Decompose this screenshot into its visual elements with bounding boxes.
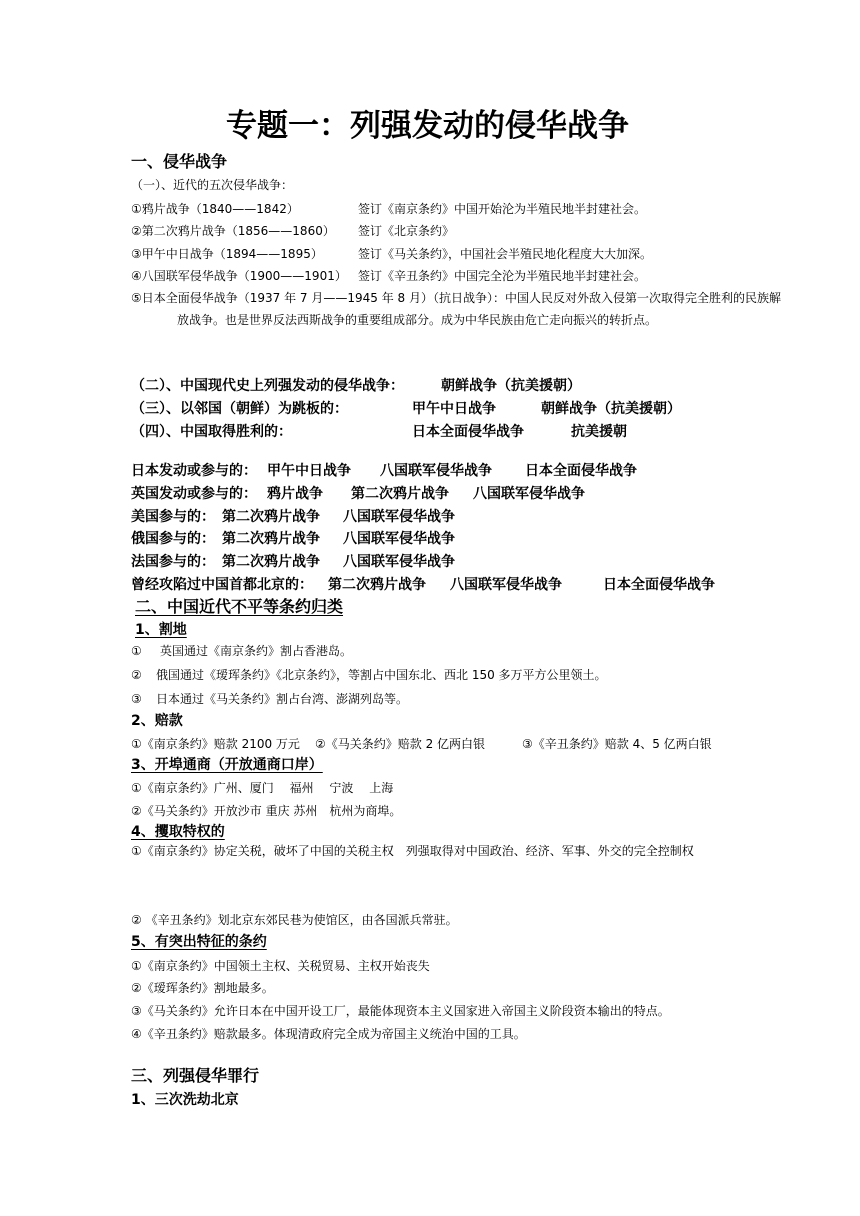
subsection-heading-land: 1、割地 — [135, 622, 187, 638]
participant-war: 八国联军侵华战争 — [343, 554, 455, 570]
subheading-five-wars: （一）、近代的五次侵华战争： — [131, 178, 294, 192]
subheading-victories: （四）、中国取得胜利的： — [131, 424, 292, 440]
participant-war: 鸦片战争 — [267, 486, 323, 502]
ports-item: ②《马关条约》开放沙市 重庆 苏州 杭州为商埠。 — [131, 804, 402, 818]
subsection-heading-indemnity: 2、赔款 — [131, 713, 183, 729]
participant-label: 法国参与的： — [131, 554, 215, 570]
war-treaty: 签订《辛丑条约》中国完全沦为半殖民地半封建社会。 — [358, 269, 647, 283]
subsection-heading-looting: 1、三次洗劫北京 — [131, 1092, 239, 1108]
participant-war: 第二次鸦片战争 — [351, 486, 449, 502]
war-treaty: 签订《北京条约》 — [358, 224, 455, 238]
participant-war: 第二次鸦片战争 — [328, 577, 426, 593]
participant-war: 八国联军侵华战争 — [343, 509, 455, 525]
item-number: ② — [131, 668, 142, 682]
land-item: 日本通过《马关条约》割占台湾、澎湖列岛等。 — [156, 692, 409, 706]
springboard-war: 朝鲜战争（抗美援朝） — [541, 401, 681, 417]
participant-war: 甲午中日战争 — [267, 463, 351, 479]
section-heading-treaties: 二、中国近代不平等条约归类 — [135, 597, 344, 616]
item-number: ① — [131, 644, 142, 658]
subsection-heading-ports: 3、开埠通商（开放通商口岸） — [131, 757, 323, 773]
participant-label: 俄国参与的： — [131, 531, 215, 547]
participant-war: 八国联军侵华战争 — [473, 486, 585, 502]
notable-item: ①《南京条约》中国领土主权、关税贸易、主权开始丧失 — [131, 959, 430, 973]
participant-label: 美国参与的： — [131, 509, 215, 525]
land-item: 英国通过《南京条约》割占香港岛。 — [160, 644, 353, 658]
participant-label: 日本发动或参与的： — [131, 463, 257, 479]
participant-label: 英国发动或参与的： — [131, 486, 257, 502]
participant-war: 八国联军侵华战争 — [380, 463, 492, 479]
section-heading-crimes: 三、列强侵华罪行 — [131, 1066, 260, 1085]
war-treaty: 签订《马关条约》，中国社会半殖民地化程度大大加深。 — [358, 247, 653, 261]
victory-war: 抗美援朝 — [571, 424, 627, 440]
participant-war: 八国联军侵华战争 — [450, 577, 562, 593]
subheading-korea-springboard: （三）、以邻国（朝鲜）为跳板的： — [131, 401, 348, 417]
war-name: ④八国联军侵华战争（1900——1901） — [131, 269, 347, 283]
page-title: 专题一：列强发动的侵华战争 — [226, 108, 629, 144]
subsection-heading-privileges: 4、攫取特权的 — [131, 824, 225, 840]
subheading-modern-war: （二）、中国现代史上列强发动的侵华战争： — [131, 378, 404, 394]
notable-item: ③《马关条约》允许日本在中国开设工厂，最能体现资本主义国家进入帝国主义阶段资本输出的特点。 — [131, 1004, 670, 1018]
indemnity-item: ③《辛丑条约》赔款 4、5 亿两白银 — [522, 737, 712, 751]
section-heading-wars: 一、侵华战争 — [131, 152, 228, 171]
participant-war: 日本全面侵华战争 — [525, 463, 637, 479]
participant-war: 第二次鸦片战争 — [222, 509, 320, 525]
notable-item: ②《瑷珲条约》割地最多。 — [131, 981, 274, 995]
modern-war-value: 朝鲜战争（抗美援朝） — [441, 378, 581, 394]
indemnity-item: ②《马关条约》赔款 2 亿两白银 — [315, 737, 486, 751]
war-five-paragraph: ⑤日本全面侵华战争（1937 年 7 月——1945 年 8 月）（抗日战争）：中国人民反对外敌入侵第一次取得完全胜利的民族解放战争。也是世界反法西斯战争的重要组成部分。成为中华民族由危亡走向振兴的转折点。 — [131, 291, 781, 327]
notable-item: ④《辛丑条约》赔款最多。体现清政府完全成为帝国主义统治中国的工具。 — [131, 1027, 526, 1041]
war-treaty: 签订《南京条约》中国开始沦为半殖民地半封建社会。 — [358, 202, 647, 216]
participant-label: 曾经攻陷过中国首都北京的： — [131, 577, 313, 593]
springboard-war: 甲午中日战争 — [412, 401, 496, 417]
participant-war: 日本全面侵华战争 — [603, 577, 715, 593]
item-number: ③ — [131, 692, 142, 706]
privileges-item: ①《南京条约》协定关税，破坏了中国的关税主权 列强取得对中国政治、经济、军事、外交的完全控制权 — [131, 844, 694, 858]
victory-war: 日本全面侵华战争 — [412, 424, 524, 440]
land-item: 俄国通过《瑷珲条约》《北京条约》，等割占中国东北、西北 150 多万平方公里领土。 — [156, 668, 607, 682]
participant-war: 八国联军侵华战争 — [343, 531, 455, 547]
subsection-heading-notable: 5、有突出特征的条约 — [131, 934, 267, 950]
war-name: ③甲午中日战争（1894——1895） — [131, 247, 323, 261]
war-name: ①鸦片战争（1840——1842） — [131, 202, 299, 216]
indemnity-item: ①《南京条约》赔款 2100 万元 — [131, 737, 300, 751]
war-name: ②第二次鸦片战争（1856——1860） — [131, 224, 335, 238]
ports-item: ①《南京条约》广州、厦门 福州 宁波 上海 — [131, 781, 394, 795]
participant-war: 第二次鸦片战争 — [222, 531, 320, 547]
participant-war: 第二次鸦片战争 — [222, 554, 320, 570]
privileges-item: ② 《辛丑条约》划北京东郊民巷为使馆区，由各国派兵常驻。 — [131, 913, 458, 927]
